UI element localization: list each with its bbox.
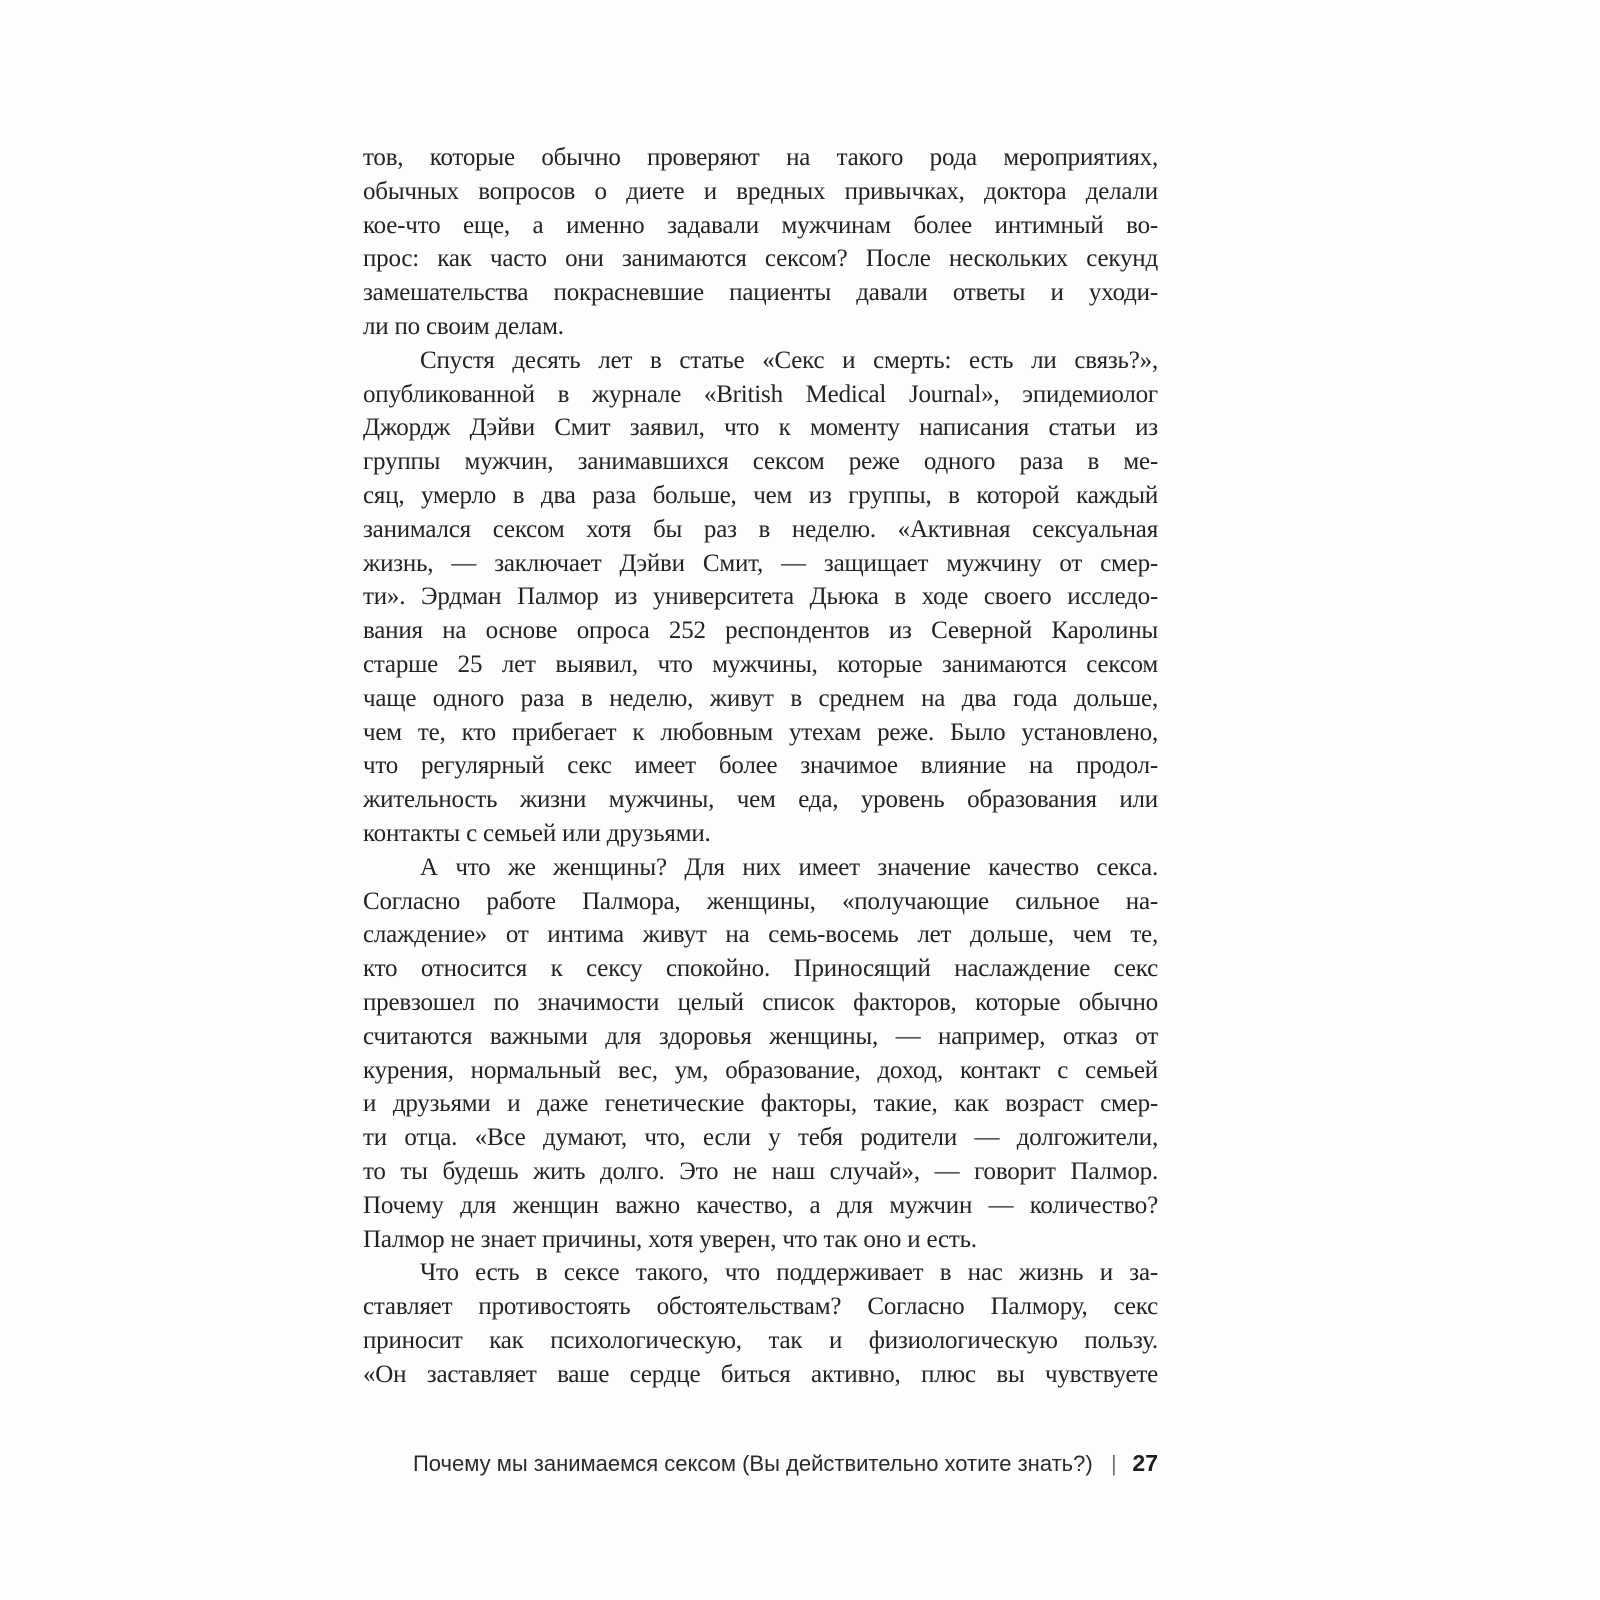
text-line: кое-что еще, а именно задавали мужчинам более интимный во-	[363, 211, 1158, 239]
text-line: Палмор не знает причины, хотя уверен, что так оно и есть.	[363, 1225, 977, 1253]
text-line: прос: как часто они занимаются сексом? После нескольких секунд	[363, 245, 1158, 273]
text-line: приносит как психологическую, так и физиологическую пользу.	[363, 1326, 1158, 1354]
text-line: А что же женщины? Для них имеет значение качество секса.	[420, 853, 1158, 881]
text-line: обычных вопросов о диете и вредных привычках, доктора делали	[363, 177, 1158, 205]
text-line: курения, нормальный вес, ум, образование, доход, контакт с семьей	[363, 1056, 1158, 1084]
text-line: ли по своим делам.	[363, 312, 564, 340]
text-line: опубликованной в журнале «British Medical Journal», эпидемиолог	[363, 380, 1158, 408]
text-line: чем те, кто прибегает к любовным утехам реже. Было установлено,	[363, 718, 1158, 746]
text-line: жительность жизни мужчины, чем еда, уровень образования или	[363, 786, 1158, 814]
text-line: то ты будешь жить долго. Это не наш случай», — говорит Палмор.	[363, 1157, 1158, 1185]
paragraph	[363, 851, 1158, 1257]
text-line: сяц, умерло в два раза больше, чем из группы, в которой каждый	[363, 481, 1158, 509]
paragraph	[363, 344, 1158, 851]
text-line: что регулярный секс имеет более значимое влияние на продол-	[363, 752, 1158, 780]
page-footer	[363, 1450, 1158, 1477]
text-line: и друзьями и даже генетические факторы, такие, как возраст смер-	[363, 1090, 1158, 1118]
text-line: ставляет противостоять обстоятельствам? Согласно Палмору, секс	[363, 1293, 1158, 1321]
text-line: «Он заставляет ваше сердце биться активно, плюс вы чувствуете	[363, 1360, 1158, 1388]
footer-separator: |	[1111, 1451, 1116, 1476]
text-line: контакты с семьей или друзьями.	[363, 819, 711, 847]
text-block	[363, 141, 1158, 1391]
text-line: Почему для женщин важно качество, а для мужчин — количество?	[363, 1191, 1158, 1219]
text-line: превзошел по значимости целый список факторов, которые обычно	[363, 988, 1158, 1016]
text-line: слаждение» от интима живут на семь-восемь лет дольше, чем те,	[363, 921, 1158, 949]
page-number: 27	[1132, 1450, 1158, 1476]
text-line: Согласно работе Палмора, женщины, «получающие сильное на-	[363, 887, 1158, 915]
text-line: замешательства покрасневшие пациенты давали ответы и уходи-	[363, 279, 1158, 307]
text-line: Джордж Дэйви Смит заявил, что к моменту написания статьи из	[363, 414, 1158, 442]
text-line: вания на основе опроса 252 респондентов из Северной Каролины	[363, 617, 1158, 645]
text-line: кто относится к сексу спокойно. Приносящий наслаждение секс	[363, 955, 1158, 983]
text-line: ти». Эрдман Палмор из университета Дьюка в ходе своего исследо-	[363, 583, 1158, 611]
text-line: занимался сексом хотя бы раз в неделю. «Активная сексуальная	[363, 515, 1158, 543]
running-title: Почему мы занимаемся сексом (Вы действительно хотите знать?)	[412, 1451, 1093, 1476]
text-line: группы мужчин, занимавшихся сексом реже одного раза в ме-	[363, 448, 1158, 476]
text-line: жизнь, — заключает Дэйви Смит, — защищает мужчину от смер-	[363, 549, 1158, 577]
paragraph	[363, 141, 1158, 344]
text-line: старше 25 лет выявил, что мужчины, которые занимаются сексом	[363, 650, 1158, 678]
text-line: Что есть в сексе такого, что поддерживает в нас жизнь и за-	[420, 1259, 1158, 1287]
text-line: тов, которые обычно проверяют на такого рода мероприятиях,	[363, 144, 1158, 171]
text-line: Спустя десять лет в статье «Секс и смерть: есть ли связь?»,	[420, 346, 1158, 374]
text-line: считаются важными для здоровья женщины, — например, отказ от	[363, 1022, 1158, 1050]
text-line: чаще одного раза в неделю, живут в среднем на два года дольше,	[363, 684, 1158, 712]
paragraph	[363, 1256, 1158, 1391]
text-line: ти отца. «Все думают, что, если у тебя родители — долгожители,	[363, 1124, 1158, 1152]
